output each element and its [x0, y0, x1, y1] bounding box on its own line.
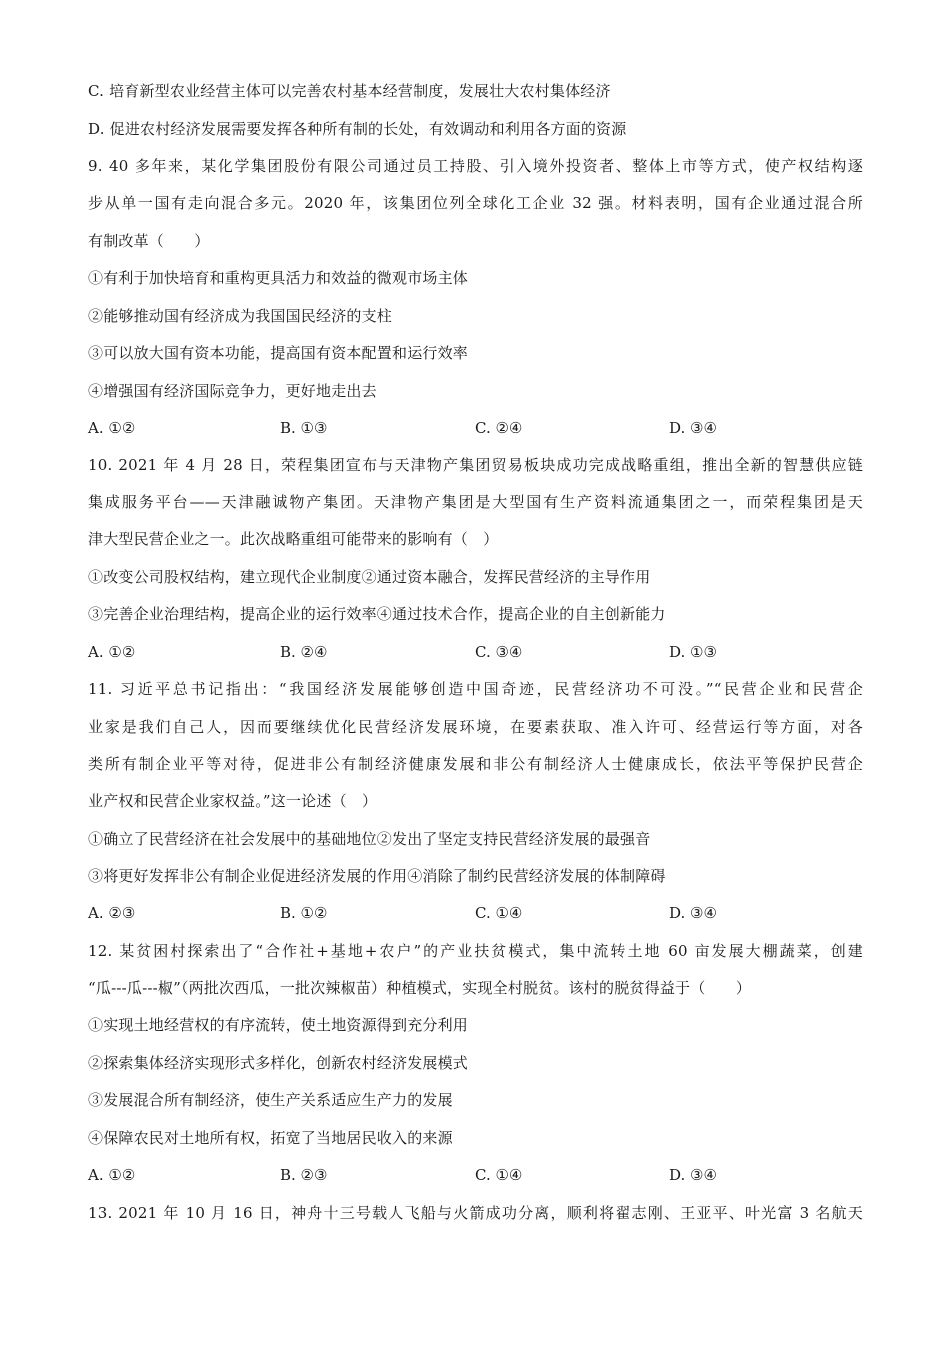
- q11-option-a[interactable]: A. ②③: [88, 904, 136, 922]
- q10-option-b[interactable]: B. ②④: [280, 643, 328, 661]
- q9-statement-3: ③可以放大国有资本功能，提高国有资本配置和运行效率: [88, 344, 469, 362]
- q12-statement-2: ②探索集体经济实现形式多样化，创新农村经济发展模式: [88, 1054, 469, 1072]
- q12-option-b[interactable]: B. ②③: [280, 1166, 328, 1184]
- q11-statement-2: ③将更好发挥非公有制企业促进经济发展的作用④消除了制约民营经济发展的体制障碍: [88, 867, 666, 885]
- q12-stem-line-1: 12. 某贫困村探索出了“合作社+基地+农户”的产业扶贫模式，集中流转土地 60 亩发展大棚蔬菜，创建: [88, 942, 863, 960]
- q10-statement-2: ③完善企业治理结构，提高企业的运行效率④通过技术合作，提高企业的自主创新能力: [88, 605, 666, 623]
- q10-option-a[interactable]: A. ①②: [88, 643, 136, 661]
- q10-stem-line-3: 津大型民营企业之一。此次战略重组可能带来的影响有（ ）: [88, 530, 499, 548]
- q12-option-a[interactable]: A. ①②: [88, 1166, 136, 1184]
- q11-stem-line-1: 11. 习近平总书记指出：“我国经济发展能够创造中国奇迹，民营经济功不可没。”“民营企业和民营企: [88, 680, 863, 698]
- q12-statement-3: ③发展混合所有制经济，使生产关系适应生产力的发展: [88, 1091, 453, 1109]
- q12-stem-line-2: “瓜---瓜---椒”（两批次西瓜，一批次辣椒苗）种植模式，实现全村脱贫。该村的脱贫得益于（ ）: [88, 979, 752, 997]
- q12-statement-4: ④保障农民对土地所有权，拓宽了当地居民收入的来源: [88, 1129, 453, 1147]
- q10-options: [88, 634, 863, 671]
- q10-statement-1: ①改变公司股权结构，建立现代企业制度②通过资本融合，发挥民营经济的主导作用: [88, 568, 651, 586]
- q12-option-d[interactable]: D. ③④: [669, 1166, 717, 1184]
- prev-option-c: C. 培育新型农业经营主体可以完善农村基本经营制度，发展壮大农村集体经济: [88, 82, 611, 100]
- q9-option-c[interactable]: C. ②④: [475, 419, 523, 437]
- q13-stem-line-1: 13. 2021 年 10 月 16 日，神舟十三号载人飞船与火箭成功分离，顺利将翟志刚、王亚平、叶光富 3 名航天: [88, 1204, 863, 1222]
- q9-statement-1: ①有利于加快培育和重构更具活力和效益的微观市场主体: [88, 269, 469, 287]
- q11-option-c[interactable]: C. ①④: [475, 904, 523, 922]
- q9-statement-2: ②能够推动国有经济成为我国国民经济的支柱: [88, 307, 393, 325]
- q11-stem-line-3: 类所有制企业平等对待，促进非公有制经济健康发展和非公有制经济人士健康成长，依法平等保护民营企: [88, 755, 863, 773]
- q11-option-b[interactable]: B. ①②: [280, 904, 328, 922]
- q9-options: [88, 410, 863, 447]
- q12-option-c[interactable]: C. ①④: [475, 1166, 523, 1184]
- q11-stem-line-4: 业产权和民营企业家权益。”这一论述（ ）: [88, 792, 378, 810]
- q9-option-a[interactable]: A. ①②: [88, 419, 136, 437]
- q9-option-d[interactable]: D. ③④: [669, 419, 717, 437]
- q9-stem-line-3: 有制改革（ ）: [88, 232, 210, 250]
- q12-options: [88, 1157, 863, 1194]
- prev-option-d: D. 促进农村经济发展需要发挥各种所有制的长处，有效调动和利用各方面的资源: [88, 120, 627, 138]
- q10-stem-line-1: 10. 2021 年 4 月 28 日，荣程集团宣布与天津物产集团贸易板块成功完成战略重组，推出全新的智慧供应链: [88, 456, 863, 474]
- q10-option-c[interactable]: C. ③④: [475, 643, 523, 661]
- q11-options: [88, 895, 863, 932]
- q9-stem-line-2: 步从单一国有走向混合多元。2020 年，该集团位列全球化工企业 32 强。材料表明，国有企业通过混合所: [88, 194, 863, 212]
- q9-stem-line-1: 9. 40 多年来，某化学集团股份有限公司通过员工持股、引入境外投资者、整体上市等方式，使产权结构逐: [88, 157, 863, 175]
- q11-stem-line-2: 业家是我们自己人，因而要继续优化民营经济发展环境，在要素获取、准入许可、经营运行等方面，对各: [88, 718, 863, 736]
- q12-statement-1: ①实现土地经营权的有序流转，使土地资源得到充分利用: [88, 1016, 469, 1034]
- q9-statement-4: ④增强国有经济国际竞争力，更好地走出去: [88, 382, 377, 400]
- q10-option-d[interactable]: D. ①③: [669, 643, 717, 661]
- q10-stem-line-2: 集成服务平台——天津融诚物产集团。天津物产集团是大型国有生产资料流通集团之一，而荣程集团是天: [88, 493, 863, 511]
- q9-option-b[interactable]: B. ①③: [280, 419, 328, 437]
- q11-option-d[interactable]: D. ③④: [669, 904, 717, 922]
- q11-statement-1: ①确立了民营经济在社会发展中的基础地位②发出了坚定支持民营经济发展的最强音: [88, 830, 651, 848]
